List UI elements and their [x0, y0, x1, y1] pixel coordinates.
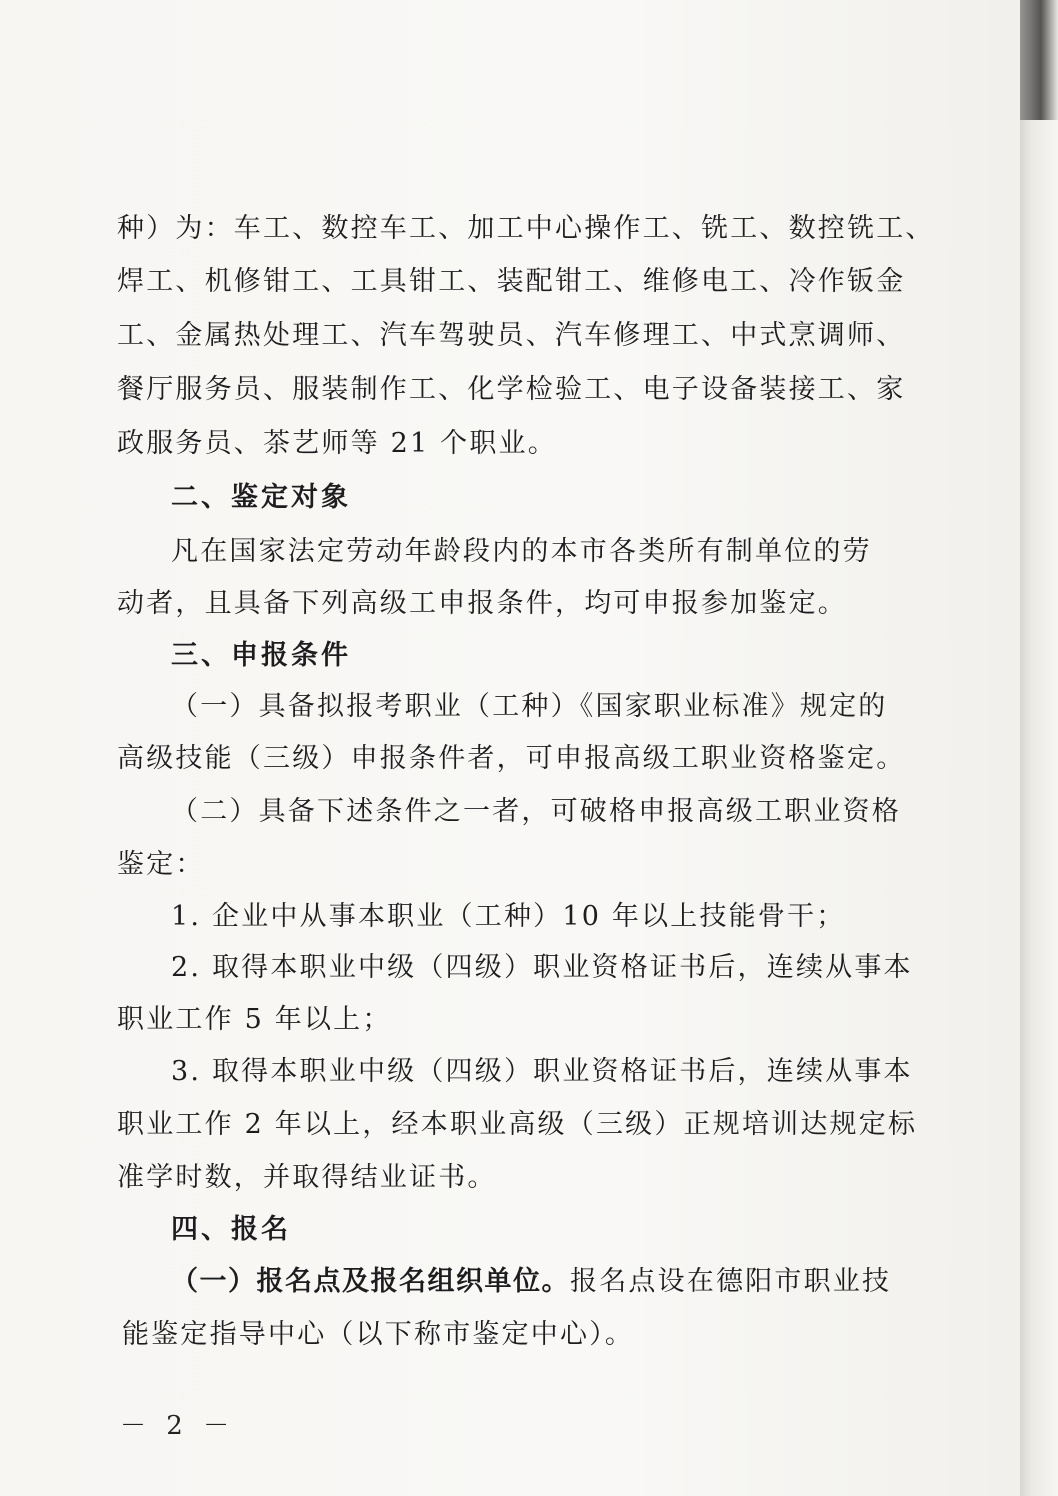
paragraph-line: （一）具备拟报考职业（工种）《国家职业标准》规定的	[171, 691, 888, 722]
paragraph-line: 工、金属热处理工、汽车驾驶员、汽车修理工、中式烹调师、	[117, 320, 906, 351]
list-item-continuation: 职业工作 2 年以上，经本职业高级（三级）正规培训达规定标	[117, 1109, 918, 1140]
paragraph-line: 凡在国家法定劳动年龄段内的本市各类所有制单位的劳	[171, 536, 872, 567]
page-edge-shadow	[1020, 0, 1058, 1496]
paragraph-line: 焊工、机修钳工、工具钳工、装配钳工、维修电工、冷作钣金	[117, 266, 906, 297]
list-item: 1. 企业中从事本职业（工种）10 年以上技能骨干；	[171, 901, 846, 932]
paragraph-line: 种）为：车工、数控车工、加工中心操作工、铣工、数控铣工、	[117, 213, 935, 244]
paragraph-line: 高级技能（三级）申报条件者，可申报高级工职业资格鉴定。	[117, 743, 906, 774]
list-item: 2. 取得本职业中级（四级）职业资格证书后，连续从事本	[171, 952, 913, 983]
list-item-continuation: 职业工作 5 年以上；	[117, 1004, 392, 1035]
list-item-continuation: 准学时数，并取得结业证书。	[117, 1162, 497, 1193]
section-heading: 二、鉴定对象	[171, 482, 351, 513]
paragraph-line: 鉴定：	[117, 849, 205, 880]
paragraph-line	[171, 1262, 936, 1302]
paragraph-line: （二）具备下述条件之一者，可破格申报高级工职业资格	[171, 796, 901, 827]
paragraph-line: 动者，且具备下列高级工申报条件，均可申报参加鉴定。	[117, 588, 847, 619]
section-heading: 三、申报条件	[171, 640, 351, 671]
list-item: 3. 取得本职业中级（四级）职业资格证书后，连续从事本	[171, 1056, 913, 1087]
subsection-title: （一）报名点及报名组织单位。	[171, 1266, 570, 1297]
paragraph-line: 能鉴定指导中心（以下称市鉴定中心）。	[122, 1319, 635, 1350]
section-heading: 四、报名	[171, 1214, 291, 1245]
scan-binding-shadow	[1020, 0, 1058, 120]
paragraph-text: 报名点设在德阳市职业技	[570, 1266, 892, 1297]
page-number: － 2 －	[120, 1411, 236, 1441]
paragraph-line: 政服务员、茶艺师等 21 个职业。	[117, 428, 557, 459]
paragraph-line: 餐厅服务员、服装制作工、化学检验工、电子设备装接工、家	[117, 374, 906, 405]
